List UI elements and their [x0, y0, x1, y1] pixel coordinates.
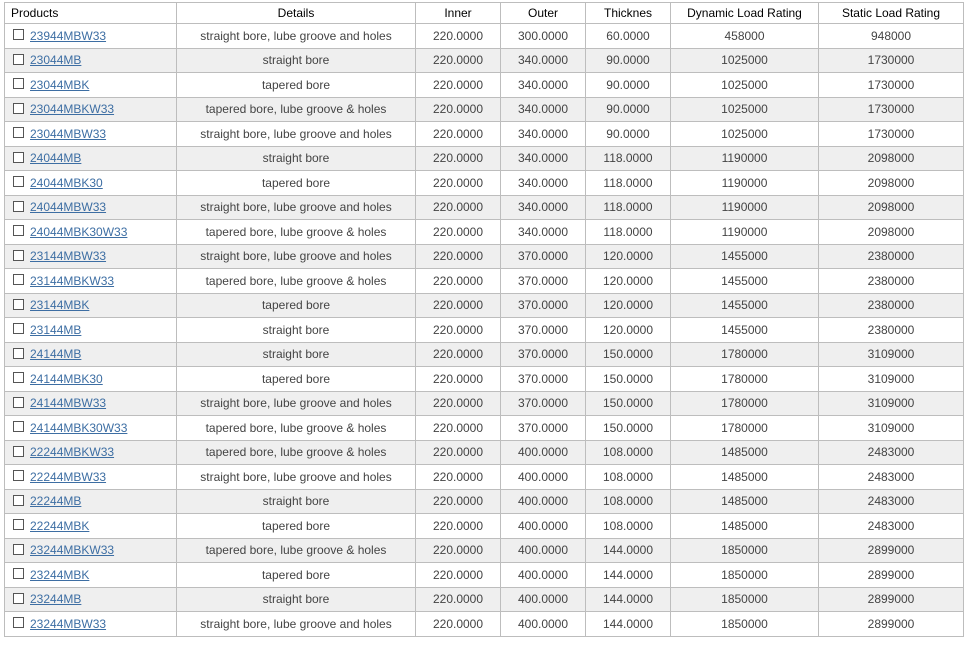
- details-cell: tapered bore, lube groove & holes: [177, 538, 416, 563]
- static-load-rating-cell: 2098000: [819, 220, 964, 245]
- thickness-cell: 118.0000: [586, 195, 671, 220]
- dynamic-load-rating-cell: 1190000: [671, 146, 819, 171]
- dynamic-load-rating-cell: 1455000: [671, 293, 819, 318]
- select-checkbox[interactable]: [13, 152, 24, 163]
- product-cell: [5, 514, 177, 539]
- thickness-cell: 144.0000: [586, 563, 671, 588]
- product-link[interactable]: 22244MB: [30, 494, 82, 509]
- table-row: [5, 269, 964, 294]
- table-row: [5, 514, 964, 539]
- product-cell: [5, 318, 177, 343]
- product-cell: [5, 465, 177, 490]
- static-load-rating-cell: 948000: [819, 24, 964, 49]
- static-load-rating-cell: 2899000: [819, 538, 964, 563]
- inner-diameter-cell: 220.0000: [416, 587, 501, 612]
- select-checkbox[interactable]: [13, 323, 24, 334]
- inner-diameter-cell: 220.0000: [416, 367, 501, 392]
- table-row: [5, 97, 964, 122]
- thickness-cell: 144.0000: [586, 612, 671, 637]
- product-link[interactable]: 24044MBK30W33: [30, 224, 128, 239]
- details-cell: tapered bore, lube groove & holes: [177, 440, 416, 465]
- column-header-details: Details: [177, 3, 416, 24]
- inner-diameter-cell: 220.0000: [416, 563, 501, 588]
- product-link[interactable]: 23244MBK: [30, 567, 90, 582]
- thickness-cell: 120.0000: [586, 318, 671, 343]
- select-checkbox[interactable]: [13, 519, 24, 530]
- dynamic-load-rating-cell: 1455000: [671, 244, 819, 269]
- thickness-cell: 108.0000: [586, 514, 671, 539]
- dynamic-load-rating-cell: 1025000: [671, 97, 819, 122]
- product-link[interactable]: 24144MBW33: [30, 396, 107, 411]
- table-row: [5, 465, 964, 490]
- thickness-cell: 108.0000: [586, 440, 671, 465]
- details-cell: straight bore, lube groove and holes: [177, 195, 416, 220]
- static-load-rating-cell: 2899000: [819, 612, 964, 637]
- static-load-rating-cell: 2098000: [819, 195, 964, 220]
- header-row: [5, 3, 964, 24]
- inner-diameter-cell: 220.0000: [416, 489, 501, 514]
- product-cell: [5, 587, 177, 612]
- dynamic-load-rating-cell: 1780000: [671, 416, 819, 441]
- outer-diameter-cell: 370.0000: [501, 293, 586, 318]
- product-cell: [5, 269, 177, 294]
- static-load-rating-cell: 1730000: [819, 48, 964, 73]
- inner-diameter-cell: 220.0000: [416, 48, 501, 73]
- product-link[interactable]: 23144MB: [30, 322, 82, 337]
- inner-diameter-cell: 220.0000: [416, 612, 501, 637]
- product-link[interactable]: 22244MBW33: [30, 469, 107, 484]
- inner-diameter-cell: 220.0000: [416, 24, 501, 49]
- static-load-rating-cell: 3109000: [819, 342, 964, 367]
- thickness-cell: 90.0000: [586, 97, 671, 122]
- thickness-cell: 90.0000: [586, 122, 671, 147]
- select-checkbox[interactable]: [13, 544, 24, 555]
- outer-diameter-cell: 370.0000: [501, 416, 586, 441]
- product-link[interactable]: 23044MB: [30, 53, 82, 68]
- product-cell: [5, 73, 177, 98]
- product-link[interactable]: 23244MBW33: [30, 616, 107, 631]
- product-link[interactable]: 24144MB: [30, 347, 82, 362]
- static-load-rating-cell: 2380000: [819, 244, 964, 269]
- product-table-container: [4, 2, 964, 637]
- table-row: [5, 367, 964, 392]
- thickness-cell: 120.0000: [586, 244, 671, 269]
- static-load-rating-cell: 2483000: [819, 514, 964, 539]
- select-checkbox[interactable]: [13, 103, 24, 114]
- outer-diameter-cell: 370.0000: [501, 367, 586, 392]
- dynamic-load-rating-cell: 1190000: [671, 171, 819, 196]
- thickness-cell: 120.0000: [586, 293, 671, 318]
- dynamic-load-rating-cell: 1455000: [671, 269, 819, 294]
- product-cell: [5, 563, 177, 588]
- dynamic-load-rating-cell: 1485000: [671, 489, 819, 514]
- dynamic-load-rating-cell: 1780000: [671, 367, 819, 392]
- details-cell: tapered bore: [177, 293, 416, 318]
- inner-diameter-cell: 220.0000: [416, 465, 501, 490]
- details-cell: tapered bore: [177, 171, 416, 196]
- details-cell: tapered bore: [177, 514, 416, 539]
- static-load-rating-cell: 2483000: [819, 489, 964, 514]
- thickness-cell: 90.0000: [586, 73, 671, 98]
- thickness-cell: 150.0000: [586, 391, 671, 416]
- details-cell: straight bore, lube groove and holes: [177, 24, 416, 49]
- inner-diameter-cell: 220.0000: [416, 391, 501, 416]
- inner-diameter-cell: 220.0000: [416, 318, 501, 343]
- table-row: [5, 538, 964, 563]
- select-checkbox[interactable]: [13, 617, 24, 628]
- product-cell: [5, 342, 177, 367]
- dynamic-load-rating-cell: 458000: [671, 24, 819, 49]
- select-checkbox[interactable]: [13, 397, 24, 408]
- product-cell: [5, 244, 177, 269]
- table-row: [5, 195, 964, 220]
- inner-diameter-cell: 220.0000: [416, 538, 501, 563]
- outer-diameter-cell: 370.0000: [501, 318, 586, 343]
- table-row: [5, 122, 964, 147]
- product-cell: [5, 195, 177, 220]
- dynamic-load-rating-cell: 1850000: [671, 587, 819, 612]
- dynamic-load-rating-cell: 1780000: [671, 342, 819, 367]
- inner-diameter-cell: 220.0000: [416, 293, 501, 318]
- table-row: [5, 342, 964, 367]
- static-load-rating-cell: 1730000: [819, 73, 964, 98]
- outer-diameter-cell: 340.0000: [501, 97, 586, 122]
- static-load-rating-cell: 3109000: [819, 416, 964, 441]
- column-header-outer: Outer: [501, 3, 586, 24]
- outer-diameter-cell: 340.0000: [501, 195, 586, 220]
- product-link[interactable]: 24144MBK30W33: [30, 420, 128, 435]
- details-cell: straight bore, lube groove and holes: [177, 391, 416, 416]
- product-cell: [5, 538, 177, 563]
- static-load-rating-cell: 3109000: [819, 391, 964, 416]
- details-cell: tapered bore, lube groove & holes: [177, 220, 416, 245]
- outer-diameter-cell: 400.0000: [501, 563, 586, 588]
- column-header-thickness: Thicknes: [586, 3, 671, 24]
- product-link[interactable]: 24144MBK30: [30, 371, 103, 386]
- table-row: [5, 146, 964, 171]
- details-cell: straight bore: [177, 48, 416, 73]
- dynamic-load-rating-cell: 1025000: [671, 48, 819, 73]
- inner-diameter-cell: 220.0000: [416, 269, 501, 294]
- outer-diameter-cell: 340.0000: [501, 220, 586, 245]
- inner-diameter-cell: 220.0000: [416, 440, 501, 465]
- thickness-cell: 118.0000: [586, 171, 671, 196]
- table-row: [5, 48, 964, 73]
- thickness-cell: 144.0000: [586, 587, 671, 612]
- product-link[interactable]: 24044MBK30: [30, 175, 103, 190]
- select-checkbox[interactable]: [13, 495, 24, 506]
- select-checkbox[interactable]: [13, 78, 24, 89]
- column-header-products: Products: [5, 3, 177, 24]
- thickness-cell: 120.0000: [586, 269, 671, 294]
- details-cell: straight bore: [177, 146, 416, 171]
- table-row: [5, 244, 964, 269]
- select-checkbox[interactable]: [13, 568, 24, 579]
- outer-diameter-cell: 400.0000: [501, 489, 586, 514]
- thickness-cell: 150.0000: [586, 367, 671, 392]
- outer-diameter-cell: 400.0000: [501, 514, 586, 539]
- outer-diameter-cell: 340.0000: [501, 146, 586, 171]
- product-link[interactable]: 23044MBKW33: [30, 102, 115, 117]
- inner-diameter-cell: 220.0000: [416, 171, 501, 196]
- product-cell: [5, 97, 177, 122]
- thickness-cell: 144.0000: [586, 538, 671, 563]
- product-link[interactable]: 22244MBK: [30, 518, 90, 533]
- thickness-cell: 90.0000: [586, 48, 671, 73]
- static-load-rating-cell: 2899000: [819, 587, 964, 612]
- thickness-cell: 150.0000: [586, 416, 671, 441]
- product-cell: [5, 48, 177, 73]
- dynamic-load-rating-cell: 1485000: [671, 514, 819, 539]
- static-load-rating-cell: 2380000: [819, 269, 964, 294]
- static-load-rating-cell: 1730000: [819, 122, 964, 147]
- select-checkbox[interactable]: [13, 593, 24, 604]
- static-load-rating-cell: 2098000: [819, 171, 964, 196]
- static-load-rating-cell: 1730000: [819, 97, 964, 122]
- static-load-rating-cell: 2098000: [819, 146, 964, 171]
- product-link[interactable]: 23144MBKW33: [30, 273, 115, 288]
- column-header-static-load-rating: Static Load Rating: [819, 3, 964, 24]
- details-cell: tapered bore, lube groove & holes: [177, 416, 416, 441]
- product-cell: [5, 220, 177, 245]
- product-link[interactable]: 23244MB: [30, 592, 82, 607]
- dynamic-load-rating-cell: 1455000: [671, 318, 819, 343]
- table-row: [5, 587, 964, 612]
- select-checkbox[interactable]: [13, 348, 24, 359]
- product-link[interactable]: 23044MBK: [30, 77, 90, 92]
- inner-diameter-cell: 220.0000: [416, 342, 501, 367]
- inner-diameter-cell: 220.0000: [416, 416, 501, 441]
- static-load-rating-cell: 2483000: [819, 440, 964, 465]
- thickness-cell: 60.0000: [586, 24, 671, 49]
- product-cell: [5, 440, 177, 465]
- table-row: [5, 489, 964, 514]
- select-checkbox[interactable]: [13, 54, 24, 65]
- outer-diameter-cell: 370.0000: [501, 244, 586, 269]
- inner-diameter-cell: 220.0000: [416, 514, 501, 539]
- inner-diameter-cell: 220.0000: [416, 146, 501, 171]
- select-checkbox[interactable]: [13, 29, 24, 40]
- product-cell: [5, 489, 177, 514]
- outer-diameter-cell: 400.0000: [501, 587, 586, 612]
- outer-diameter-cell: 340.0000: [501, 48, 586, 73]
- outer-diameter-cell: 400.0000: [501, 440, 586, 465]
- static-load-rating-cell: 2380000: [819, 318, 964, 343]
- outer-diameter-cell: 370.0000: [501, 269, 586, 294]
- static-load-rating-cell: 2483000: [819, 465, 964, 490]
- select-checkbox[interactable]: [13, 372, 24, 383]
- dynamic-load-rating-cell: 1190000: [671, 220, 819, 245]
- select-checkbox[interactable]: [13, 274, 24, 285]
- details-cell: straight bore: [177, 587, 416, 612]
- dynamic-load-rating-cell: 1850000: [671, 612, 819, 637]
- thickness-cell: 108.0000: [586, 489, 671, 514]
- dynamic-load-rating-cell: 1780000: [671, 391, 819, 416]
- select-checkbox[interactable]: [13, 225, 24, 236]
- static-load-rating-cell: 2899000: [819, 563, 964, 588]
- inner-diameter-cell: 220.0000: [416, 244, 501, 269]
- inner-diameter-cell: 220.0000: [416, 97, 501, 122]
- product-link[interactable]: 23144MBK: [30, 298, 90, 313]
- product-link[interactable]: 24044MB: [30, 151, 82, 166]
- static-load-rating-cell: 3109000: [819, 367, 964, 392]
- inner-diameter-cell: 220.0000: [416, 73, 501, 98]
- table-row: [5, 563, 964, 588]
- static-load-rating-cell: 2380000: [819, 293, 964, 318]
- select-checkbox[interactable]: [13, 446, 24, 457]
- outer-diameter-cell: 400.0000: [501, 538, 586, 563]
- product-cell: [5, 416, 177, 441]
- details-cell: straight bore, lube groove and holes: [177, 612, 416, 637]
- product-table: [4, 2, 964, 637]
- product-link[interactable]: 23944MBW33: [30, 28, 107, 43]
- product-link[interactable]: 24044MBW33: [30, 200, 107, 215]
- dynamic-load-rating-cell: 1485000: [671, 465, 819, 490]
- dynamic-load-rating-cell: 1190000: [671, 195, 819, 220]
- details-cell: straight bore, lube groove and holes: [177, 244, 416, 269]
- select-checkbox[interactable]: [13, 127, 24, 138]
- product-cell: [5, 171, 177, 196]
- table-row: [5, 612, 964, 637]
- details-cell: straight bore, lube groove and holes: [177, 122, 416, 147]
- select-checkbox[interactable]: [13, 250, 24, 261]
- product-cell: [5, 293, 177, 318]
- product-link[interactable]: 23044MBW33: [30, 126, 107, 141]
- product-cell: [5, 367, 177, 392]
- product-cell: [5, 24, 177, 49]
- table-row: [5, 391, 964, 416]
- select-checkbox[interactable]: [13, 470, 24, 481]
- table-row: [5, 293, 964, 318]
- dynamic-load-rating-cell: 1025000: [671, 73, 819, 98]
- details-cell: straight bore: [177, 318, 416, 343]
- table-row: [5, 73, 964, 98]
- outer-diameter-cell: 370.0000: [501, 342, 586, 367]
- select-checkbox[interactable]: [13, 421, 24, 432]
- product-link[interactable]: 22244MBKW33: [30, 445, 115, 460]
- inner-diameter-cell: 220.0000: [416, 195, 501, 220]
- thickness-cell: 108.0000: [586, 465, 671, 490]
- product-cell: [5, 146, 177, 171]
- dynamic-load-rating-cell: 1485000: [671, 440, 819, 465]
- dynamic-load-rating-cell: 1025000: [671, 122, 819, 147]
- inner-diameter-cell: 220.0000: [416, 220, 501, 245]
- details-cell: tapered bore: [177, 563, 416, 588]
- outer-diameter-cell: 340.0000: [501, 122, 586, 147]
- table-row: [5, 24, 964, 49]
- outer-diameter-cell: 400.0000: [501, 612, 586, 637]
- details-cell: straight bore: [177, 342, 416, 367]
- outer-diameter-cell: 370.0000: [501, 391, 586, 416]
- select-checkbox[interactable]: [13, 299, 24, 310]
- select-checkbox[interactable]: [13, 201, 24, 212]
- table-row: [5, 440, 964, 465]
- dynamic-load-rating-cell: 1850000: [671, 563, 819, 588]
- product-cell: [5, 612, 177, 637]
- outer-diameter-cell: 400.0000: [501, 465, 586, 490]
- select-checkbox[interactable]: [13, 176, 24, 187]
- table-row: [5, 171, 964, 196]
- column-header-inner: Inner: [416, 3, 501, 24]
- details-cell: straight bore: [177, 489, 416, 514]
- thickness-cell: 118.0000: [586, 146, 671, 171]
- product-cell: [5, 122, 177, 147]
- thickness-cell: 118.0000: [586, 220, 671, 245]
- product-link[interactable]: 23144MBW33: [30, 249, 107, 264]
- table-row: [5, 318, 964, 343]
- product-cell: [5, 391, 177, 416]
- details-cell: tapered bore, lube groove & holes: [177, 269, 416, 294]
- inner-diameter-cell: 220.0000: [416, 122, 501, 147]
- thickness-cell: 150.0000: [586, 342, 671, 367]
- outer-diameter-cell: 300.0000: [501, 24, 586, 49]
- outer-diameter-cell: 340.0000: [501, 171, 586, 196]
- details-cell: tapered bore, lube groove & holes: [177, 97, 416, 122]
- details-cell: straight bore, lube groove and holes: [177, 465, 416, 490]
- dynamic-load-rating-cell: 1850000: [671, 538, 819, 563]
- details-cell: tapered bore: [177, 73, 416, 98]
- details-cell: tapered bore: [177, 367, 416, 392]
- table-row: [5, 220, 964, 245]
- product-link[interactable]: 23244MBKW33: [30, 543, 115, 558]
- outer-diameter-cell: 340.0000: [501, 73, 586, 98]
- column-header-dynamic-load-rating: Dynamic Load Rating: [671, 3, 819, 24]
- table-row: [5, 416, 964, 441]
